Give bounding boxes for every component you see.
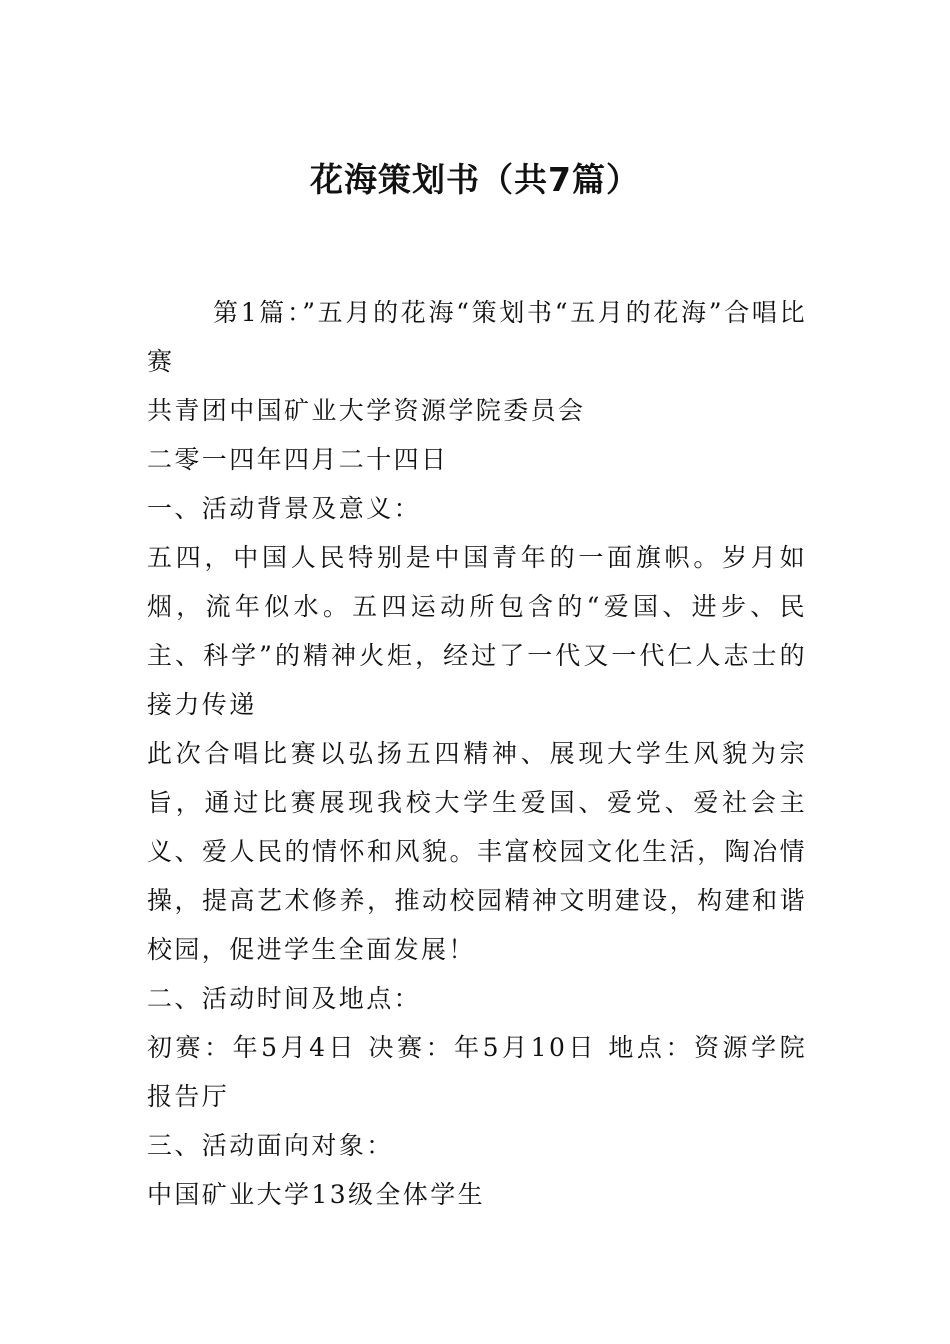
purpose-paragraph: 此次合唱比赛以弘扬五四精神、展现大学生风貌为宗旨，通过比赛展现我校大学生爱国、爱党、爱社会主义、爱人民的情怀和风貌。丰富校园文化生活，陶冶情操，提高艺术修养，推动校园精神文明建设，构建和谐校园，促进学生全面发展！ [147, 739, 807, 964]
time-place-paragraph: 初赛：年5月4日 决赛：年5月10日 地点：资源学院报告厅 [147, 1033, 807, 1111]
section-heading-chapter-1: 第1篇：”五月的花海“策划书“五月的花海”合唱比赛 [147, 298, 807, 376]
background-paragraph: 五四，中国人民特别是中国青年的一面旗帜。岁月如烟，流年似水。五四运动所包含的“爱国、进步、民主、科学”的精神火炬，经过了一代又一代仁人志士的接力传递 [147, 543, 807, 719]
section-heading-audience: 三、活动面向对象： [147, 1131, 394, 1160]
organizer-line: 共青团中国矿业大学资源学院委员会 [147, 396, 586, 425]
section-heading-background: 一、活动背景及意义： [147, 494, 422, 523]
document-title: 花海策划书（共7篇） [310, 160, 640, 199]
audience-paragraph: 中国矿业大学13级全体学生 [147, 1180, 486, 1209]
date-line: 二零一四年四月二十四日 [147, 445, 449, 474]
document-body [147, 288, 807, 1219]
section-heading-time-place: 二、活动时间及地点： [147, 984, 422, 1013]
